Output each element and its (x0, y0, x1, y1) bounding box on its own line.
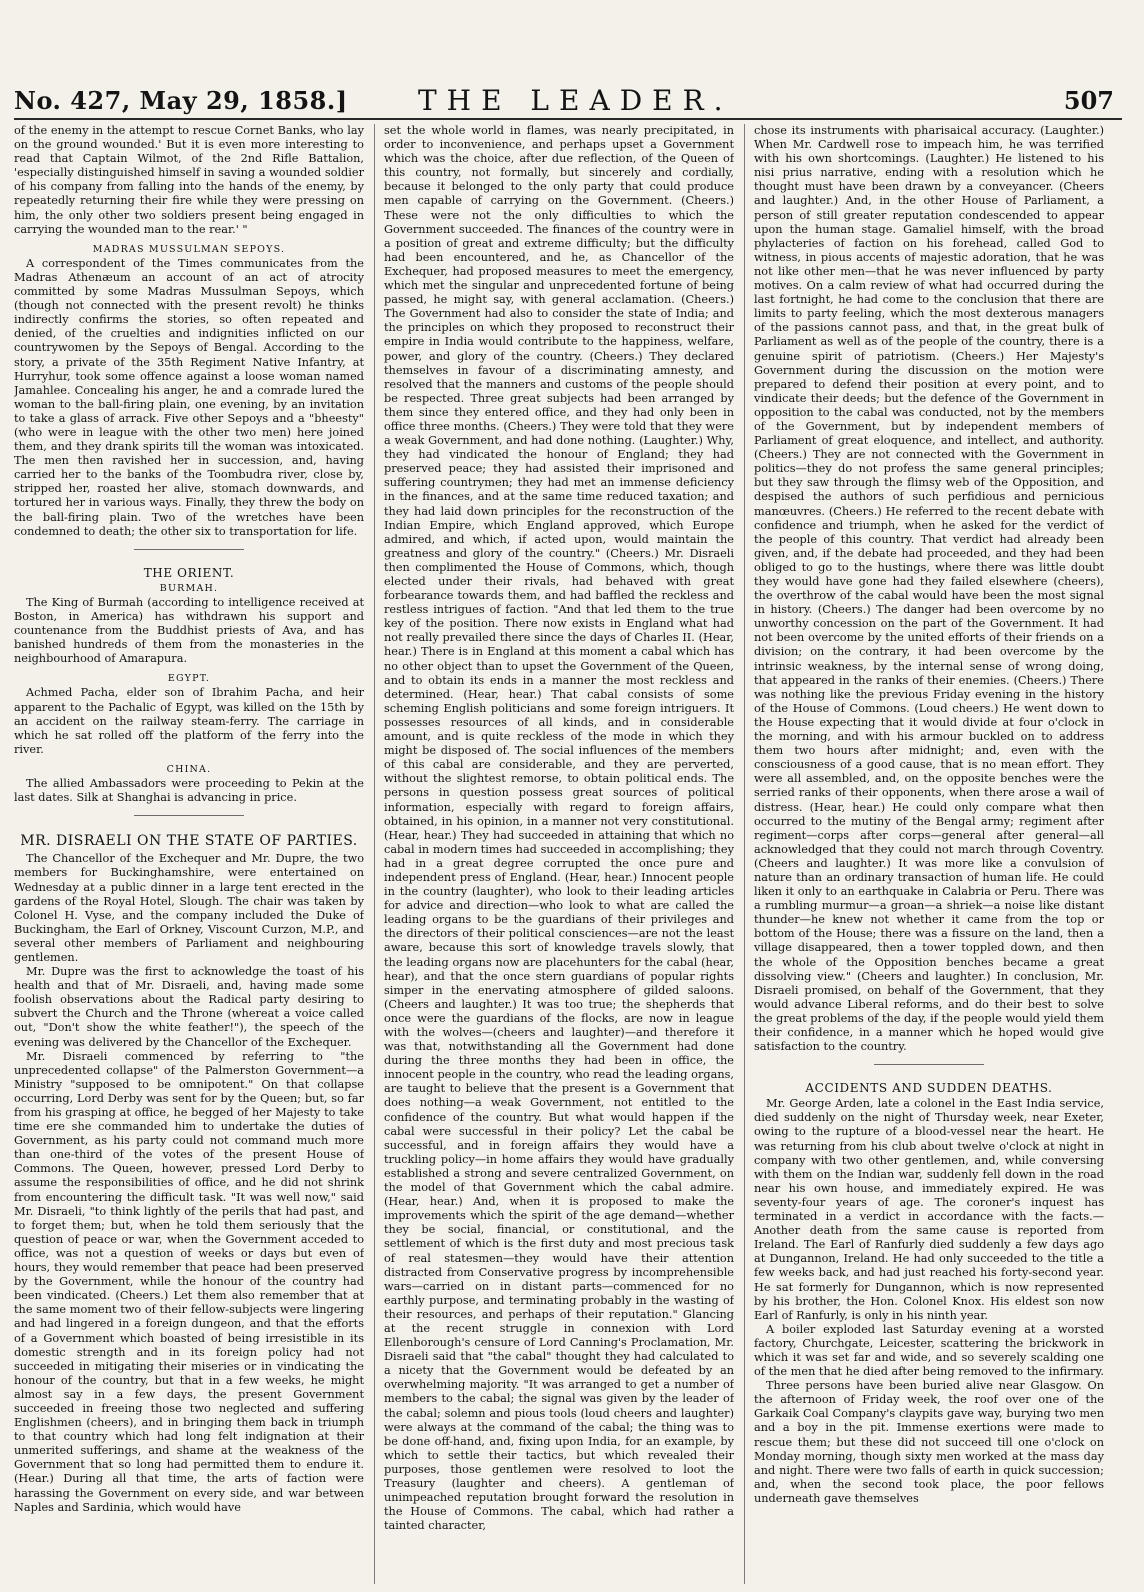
accidents-article-paragraph: Mr. George Arden, late a colonel in the East India service, died suddenly on the night of Thursday week, near Exeter, owing to the rupture of a blood-vessel near the heart. He was returning from his club about twelve o'clock at night in company with two other gentlemen, and, while conversing with them on the Indian war, suddenly fell down in the road near his own house, and immediately expired. He was seventy-four years of age. The coroner's inquest has terminated in a verdict in accordance with the facts.—Another death from the same cause is reported from Ireland. The Earl of Ranfurly died suddenly a few days ago at Dungannon, Ireland. He had only succeeded to the title a few weeks back, and had just reached his forty-second year. He sat formerly for Dungannon, which is now represented by his brother, the Hon. Colonel Knox. His eldest son now Earl of Ranfurly, is only in his ninth year. (754, 1097, 1104, 1322)
page-number: 507 (1063, 86, 1114, 115)
disraeli-article-paragraph: Mr. Dupre was the first to acknowledge the toast of his health and that of Mr. Disraeli, and, having made some foolish observations about the Radical party desiring to subvert the Church and the Throne (whereat a voice called out, "Don't show the white feather!"), the speech of the evening was delivered by the Chancellor of the Exchequer. (14, 965, 364, 1049)
disraeli-article-continued: set the whole world in flames, was nearly precipitated, in order to inconvenience, and perhaps upset a Government which was the choice, after due reflection, of the Queen of this country, not formally, but sincerely and cordially, because it belonged to the only party that could produce men capable of carrying on the Government. (Cheers.) These were not the only difficulties to which the Government succeeded. The finances of the country were in a position of great and extreme difficulty; but the difficulty had been encountered, and he, as Chancellor of the Exchequer, had proposed measures to meet the emergency, which met the singular and unprecedented fortune of being passed, he might say, with general acclamation. (Cheers.) The Government had also to consider the state of India; and the principles on which they proposed to reconstruct their empire in India would contribute to the happiness, welfare, power, and glory of the country. (Cheers.) They declared themselves in favour of a discriminating amnesty, and resolved that the manners and customs of the people should be respected. Three great subjects had been arranged by them since they entered office, and they had only been in office three months. (Cheers.) They were told that they were a weak Government, and had done nothing. (Laughter.) Why, they had vindicated the honour of England; they had preserved peace; they had assisted their imprisoned and suffering countrymen; they had met an immense deficiency in the finances, and at the same time reduced taxation; and they had laid down principles for the reconstruction of the Indian Empire, which England approved, which Europe admired, and which, if acted upon, would maintain the greatness and glory of the country." (Cheers.) Mr. Disraeli then complimented the House of Commons, which, though elected under their rivals, had behaved with great forbearance towards them, and had baffled the reckless and restless intrigues of faction. "And that led them to the true key of the position. There now exists in England what had not really prevailed there since the days of Charles II. (Hear, hear.) There is in England at this moment a cabal which has no other object than to upset the Government of the Queen, and to obtain its ends in a manner the most reckless and determined. (Hear, hear.) That cabal consists of some scheming English politicians and some foreign intriguers. It possesses resources of all kinds, and in considerable amount, and is quite reckless of the mode in which they might be disposed of. The social influences of the members of this cabal are considerable, and they are perverted, without the slightest remorse, to obtain political ends. The persons in question possess great sources of political information, especially with regard to foreign affairs, obtained, in his opinion, in a manner not very constitutional. (Hear, hear.) They had succeeded in attaining that which no cabal in modern times had succeeded in accomplishing; they had in a great degree corrupted the once pure and independent press of England. (Hear, hear.) Innocent people in the country (laughter), who look to their leading articles for advice and direction—who look to what are called the leading organs to be the guardians of their privileges and the directors of their political consciences—are not the least aware, because this sort of knowledge travels slowly, that the leading organs now are placehunters for the cabal (hear, hear), and that the once stern guardians of popular rights simper in the enervating atmosphere of gilded saloons. (Cheers and laughter.) It was too true; the shepherds that once were the guardians of the flocks, are now in league with the wolves—(cheers and laughter)—and therefore it was that, notwithstanding all the Government had done during the three months they had been in office, the innocent people in the country, who read the leading organs, are taught to believe that the present is a Government that does nothing—a weak Government, not entitled to the confidence of the country. But what would happen if the cabal were successful in their policy? Let the cabal be successful, and in foreign affairs they would have a truckling policy—in home affairs they would have gradually established a strong and severe centralized Government, on the model of that Government which the cabal admire. (Hear, hear.) And, when it is proposed to make the improvements which the spirit of the age demand—whether they be social, financial, or constitutional, and the settlement of which is the first duty and most precious task of real statesmen—they would have their attention distracted from Conservative progress by incomprehensible wars—carried on in distant parts—commenced for no earthly purpose, and terminating probably in the wasting of their resources, and perhaps of their reputation." Glancing at the recent struggle in connexion with Lord Ellenborough's censure of Lord Canning's Proclamation, Mr. Disraeli said that "the cabal" thought they had calculated to a nicety that the Government would be defeated by an overwhelming majority. "It was arranged to get a number of members to the cabal; the signal was given by the leader of the cabal; solemn and pious tools (loud cheers and laughter) were always at the command of the cabal; the thing was to be done off-hand, and, fixing upon India, for an example, by which to settle their tactics, but which revealed their purposes, those gentlemen were resolved to loot the Treasury (laughter and cheers). A gentleman of unimpeached reputation brought forward the resolution in the House of Commons. The cabal, which had rather a tainted character, (384, 124, 734, 1533)
issue-date: No. 427, May 29, 1858.] (14, 86, 348, 115)
madras-article-text: A correspondent of the Times communicates from the Madras Athenæum an account of an act of atrocity committed by some Madras Mussulman Sepoys, which (though not connected with the present revolt) he thinks indirectly confirms the stories, so often repeated and denied, of the cruelties and indignities inflicted on our countrywomen by the Sepoys of Bengal. According to the story, a private of the 35th Regiment Native Infantry, at Hurryhur, took some offence against a loose woman named Jamahlee. Concealing his anger, he and a comrade lured the woman to the ball-firing plain, one evening, by an invitation to take a glass of arrack. Five other Sepoys and a "bheesty" (who were in league with the other two men) here joined them, and they drank spirits till the woman was intoxicated. The men then ravished her in succession, and, having carried her to the banks of the Toombudra river, close by, stripped her, roasted her alive, stomach downwards, and tortured her in various ways. Finally, they threw the body on the ball-firing plain. Two of the wretches have been condemned to death; the other six to transportation for life. (14, 256, 364, 538)
egypt-article-text: Achmed Pacha, elder son of Ibrahim Pacha, and heir apparent to the Pachalic of Egypt, was killed on the 15th by an accident on the railway steam-ferry. The carriage in which he sat rolled off the platform of the ferry into the river. (14, 686, 364, 756)
column-2 (384, 124, 734, 1584)
accidents-article-paragraph: Three persons have been buried alive near Glasgow. On the afternoon of Friday week, the roof over one of the Garkaik Coal Company's claypits gave way, burying two men and a boy in the pit. Immense exertions were made to rescue them; but these did not succeed till one o'clock on Monday morning, though sixty men worked at the mass day and night. There were two falls of earth in quick succession; and, when the second took place, the poor fellows underneath gave themselves (754, 1379, 1104, 1505)
disraeli-article-paragraph: The Chancellor of the Exchequer and Mr. Dupre, the two members for Buckinghamshire, were entertained on Wednesday at a public dinner in a large tent erected in the gardens of the Royal Hotel, Slough. The chair was taken by Colonel H. Vyse, and the company included the Duke of Buckingham, the Earl of Orkney, Viscount Curzon, M.P., and several other members of Parliament and neighbouring gentlemen. (14, 852, 364, 964)
section-subheading-china: CHINA. (166, 763, 212, 775)
column-3 (754, 124, 1104, 1584)
section-subheading-madras: MADRAS MUSSULMAN SEPOYS. (92, 243, 286, 255)
article-columns (14, 124, 1122, 1584)
column-rule (744, 124, 745, 1584)
section-subheading-burmah: BURMAH. (159, 582, 219, 594)
column-rule (374, 124, 375, 1584)
china-article-text: The allied Ambassadors were proceeding to Pekin at the last dates. Silk at Shanghai is advancing in price. (14, 777, 364, 805)
column-1 (14, 124, 364, 1584)
section-heading-accidents: ACCIDENTS AND SUDDEN DEATHS. (805, 1081, 1053, 1096)
disraeli-article-continued: chose its instruments with pharisaical accuracy. (Laughter.) When Mr. Cardwell rose to impeach him, he was terrified with his own shortcomings. (Laughter.) He listened to his nisi prius narrative, ending with a resolution which he thought must have been drawn by a conveyancer. (Cheers and laughter.) And, in the other House of Parliament, a person of still greater reputation condescended to appear upon the human stage. Gamaliel himself, with the broad phylacteries of faction on his forehead, called God to witness, in pious accents of majestic adoration, that he was not like other men—that he was never influenced by party motives. On a calm review of what had occurred during the last fortnight, he had come to the conclusion that there are limits to party feeling, which the most dexterous managers of the passions cannot pass, and that, in the great bulk of Parliament as well as of the people of the country, there is a genuine spirit of patriotism. (Cheers.) Her Majesty's Government during the discussion on the motion were prepared to defend their position at every point, and to vindicate their deeds; but the defence of the Government in opposition to the cabal was conducted, not by the members of the Government, but by independent members of Parliament of great eloquence, and intellect, and authority. (Cheers.) They are not connected with the Government in politics—they do not profess the same general principles; but they saw through the flimsy web of the Opposition, and despised the authors of such perfidious and pernicious manœuvres. (Cheers.) He referred to the recent debate with confidence and triumph, when he asked for the verdict of the people of this country. That verdict had already been given, and, if the debate had proceeded, and they had been obliged to go to the hustings, where there was little doubt they would have gone had they failed elsewhere (cheers), the overthrow of the cabal would have been the most signal in history. (Cheers.) The danger had been overcome by no unworthy concession on the part of the Government. It had not been overcome by the united efforts of their friends on a division; on the contrary, it had been overcome by the intrinsic weakness, by the internal sense of wrong doing, that appeared in the ranks of their enemies. (Cheers.) There was nothing like the previous Friday evening in the history of the House of Commons. (Loud cheers.) He went down to the House expecting that it would divide at four o'clock in the morning, and with his armour buckled on to address them two hours after midnight; and, even with the consciousness of a good cause, that is no mean effort. They were all assembled, and, on the opposite benches were the serried ranks of their opponents, when there arose a wail of distress. (Hear, hear.) He could only compare what then occurred to the mutiny of the Bengal army; regiment after regiment—corps after corps—general after general—all acknowledged that they could not march through Coventry. (Cheers and laughter.) It was more like a convulsion of nature than an ordinary transaction of human life. He could liken it only to an earthquake in Calabria or Peru. There was a rumbling murmur—a groan—a shriek—a noise like distant thunder—he knew not whether it came from the top or bottom of the House; there was a fissure on the land, then a village disappeared, then a tower toppled down, and then the whole of the Opposition benches became a great dissolving view." (Cheers and laughter.) In conclusion, Mr. Disraeli promised, on behalf of the Government, that they would advance Liberal reforms, and do their best to solve the great problems of the day, if the people would yield them their confidence, in a manner which he hoped would give satisfaction to the country. (754, 124, 1104, 1054)
continued-article-text: of the enemy in the attempt to rescue Cornet Banks, who lay on the ground wounded.' But it is even more interesting to read that Captain Wilmot, of the 2nd Rifle Battalion, 'especially distinguished himself in saving a wounded soldier of his company from falling into the hands of the enemy, by repeatedly returning their fire while they were pressing on him, the only other two soldiers present being engaged in carrying the wounded man to the rear.' " (14, 124, 364, 236)
disraeli-article-paragraph: Mr. Disraeli commenced by referring to "the unprecedented collapse" of the Palmerston Government—a Ministry "supposed to be omnipotent." On that collapse occurring, Lord Derby was sent for by the Queen; but, so far from his grasping at office, he begged of her Majesty to take time ere she commanded him to undertake the duties of Government, as his party could not command much more than one-third of the votes of the present House of Commons. The Queen, however, pressed Lord Derby to assume the responsibilities of office, and he did not shrink from encountering the difficult task. "It was well now," said Mr. Disraeli, "to think lightly of the perils that had past, and to forget them; but, when he told them seriously that the question of peace or war, when the Government acceded to office, was not a question of weeks or days but even of hours, they would remember that peace had been preserved by the Government, while the honour of the country had been vindicated. (Cheers.) Let them also remember that at the same moment two of their fellow-subjects were lingering and had lingered in a foreign dungeon, and that the efforts of a Government which boasted of being irresistible in its domestic strength and in its foreign policy had not succeeded in mitigating their miseries or in vindicating the honour of the country, but that in a few weeks, he might almost say in a few days, the present Government succeeded in freeing those two neglected and suffering Englishmen (cheers), and in bringing them back in triumph to that country which had long felt indignation at their unmerited sufferings, and shame at the weakness of the Government that so long had permitted them to endure it. (Hear.) During all that time, the arts of faction were harassing the Government on every side, and war between Naples and Sardinia, which would have (14, 1049, 364, 1514)
section-divider (874, 1064, 984, 1065)
accidents-article-paragraph: A boiler exploded last Saturday evening at a worsted factory, Churchgate, Leicester, scattering the brickwork in which it was set far and wide, and so severely scalding one of the men that he died after being removed to the infirmary. (754, 1322, 1104, 1379)
section-subheading-egypt: EGYPT. (167, 673, 211, 685)
newspaper-title: THE LEADER. (418, 84, 733, 117)
burmah-article-text: The King of Burmah (according to intelligence received at Boston, in America) has withdrawn his support and countenance from the Buddhist priests of Ava, and has banished hundreds of them from the monasteries in the neighbourhood of Amarapura. (14, 595, 364, 666)
section-divider (134, 549, 244, 550)
masthead (14, 78, 1122, 120)
section-heading-disraeli: MR. DISRAELI ON THE STATE OF PARTIES. (20, 833, 358, 850)
section-divider (134, 815, 244, 816)
section-heading-orient: THE ORIENT. (143, 565, 235, 580)
